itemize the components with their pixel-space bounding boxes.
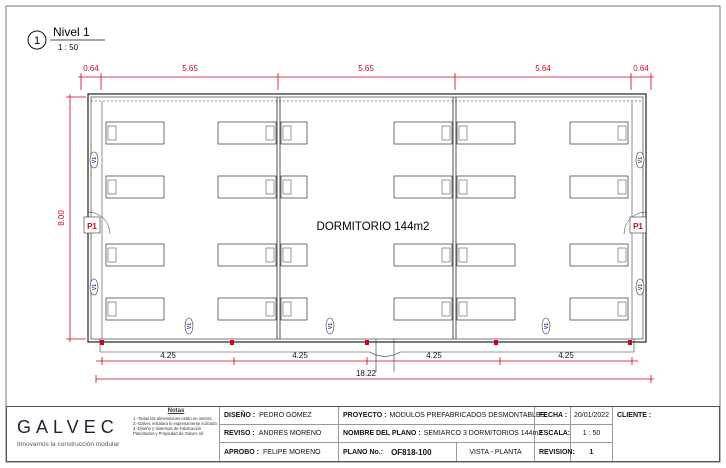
escala-value-cell [571, 425, 613, 443]
reviso-cell: REVISO : ANDRES MORENO [219, 425, 339, 443]
dim-top-3: 5.64 [535, 64, 551, 73]
diseno-cell: DISEÑO : PEDRO GOMEZ [219, 407, 339, 425]
window-tag-labels [92, 157, 644, 329]
fecha-value-cell [571, 407, 613, 425]
note-2: 2.-Galvec instalara lo expresamente indicado. [133, 421, 218, 426]
escala-value: 1 : 50 [582, 430, 601, 437]
dim-bottom-2: 4.25 [426, 351, 442, 360]
svg-text:V1: V1 [638, 156, 644, 164]
svg-text:V1: V1 [187, 322, 193, 330]
svg-text:V1: V1 [328, 322, 334, 330]
building-outline [88, 94, 646, 342]
diseno-value: PEDRO GOMEZ [259, 412, 312, 419]
svg-text:V1: V1 [638, 283, 644, 291]
view-scale: 1 : 50 [58, 43, 79, 52]
cliente-label: CLIENTE : [617, 412, 652, 419]
window-tags [90, 152, 644, 334]
dim-bottom-1: 4.25 [292, 351, 308, 360]
door-label-left: P1 [87, 222, 97, 231]
nombre-plano-cell: NOMBRE DEL PLANO : SEMIARCO 3 DORMITORIOS 144m2 [339, 425, 535, 443]
view-title: Nivel 1 [53, 25, 90, 39]
door-label-right: P1 [633, 222, 643, 231]
aprobo-cell: APROBO : FELIPE MORENO [219, 443, 339, 461]
vista-cell [457, 443, 535, 461]
dim-left-height: 8.00 [57, 210, 66, 226]
nombre-plano-value: SEMIARCO 3 DORMITORIOS 144m2 [423, 430, 543, 437]
escala-label-cell: ESCALA: [535, 425, 571, 443]
aprobo-value: FELIPE MORENO [263, 448, 321, 456]
dim-top-1: 5.65 [182, 64, 198, 73]
svg-text:V1: V1 [92, 283, 98, 291]
reviso-value: ANDRES MORENO [258, 430, 322, 437]
dim-bottom-0: 4.25 [160, 351, 176, 360]
cliente-cell [613, 407, 719, 461]
dim-top-0: 0.64 [83, 64, 99, 73]
plano-no-cell: PLANO No.: OF818-100 [339, 443, 457, 461]
top-dimension-chain [78, 73, 654, 90]
svg-text:V1: V1 [544, 322, 550, 330]
title-block [6, 406, 720, 462]
fecha-value: 20/01/2022 [573, 412, 610, 419]
logo-text: GALVEC [17, 417, 119, 437]
vista-value: VISTA - PLANTA [469, 448, 522, 456]
plano-no-value: OF818-100 [391, 447, 432, 457]
note-1: 1.-Todas las dimensiones están en metros. [133, 416, 213, 421]
notes-block [133, 409, 219, 459]
logo-tagline: Innovamos la construcción modular [17, 441, 120, 448]
note-3: 3.-Diseño y Sistemas de Fabricación Patentados y Propiedad de Galvec srl. [133, 426, 205, 436]
dim-bottom-total: 18.22 [355, 369, 377, 378]
revision-label-cell: REVISION: [535, 443, 571, 461]
revision-value: 1 [589, 448, 594, 456]
company-logo [9, 409, 129, 459]
sheet-border [6, 6, 720, 462]
svg-text:V1: V1 [92, 156, 98, 164]
dim-top-2: 5.65 [358, 64, 374, 73]
notes-title: Notas [167, 408, 185, 414]
proyecto-value: MODULOS PREFABRICADOS DESMONTABLES [389, 412, 546, 419]
left-dimension [66, 94, 86, 342]
view-number: 1 [33, 35, 41, 47]
revision-value-cell [571, 443, 613, 461]
fecha-label-cell: FECHA : [535, 407, 571, 425]
proyecto-cell: PROYECTO : MODULOS PREFABRICADOS DESMONTABLES [339, 407, 535, 425]
room-label: DORMITORIO 144m2 [316, 221, 430, 233]
dim-top-4: 0.64 [633, 64, 649, 73]
dim-bottom-3: 4.25 [558, 351, 574, 360]
